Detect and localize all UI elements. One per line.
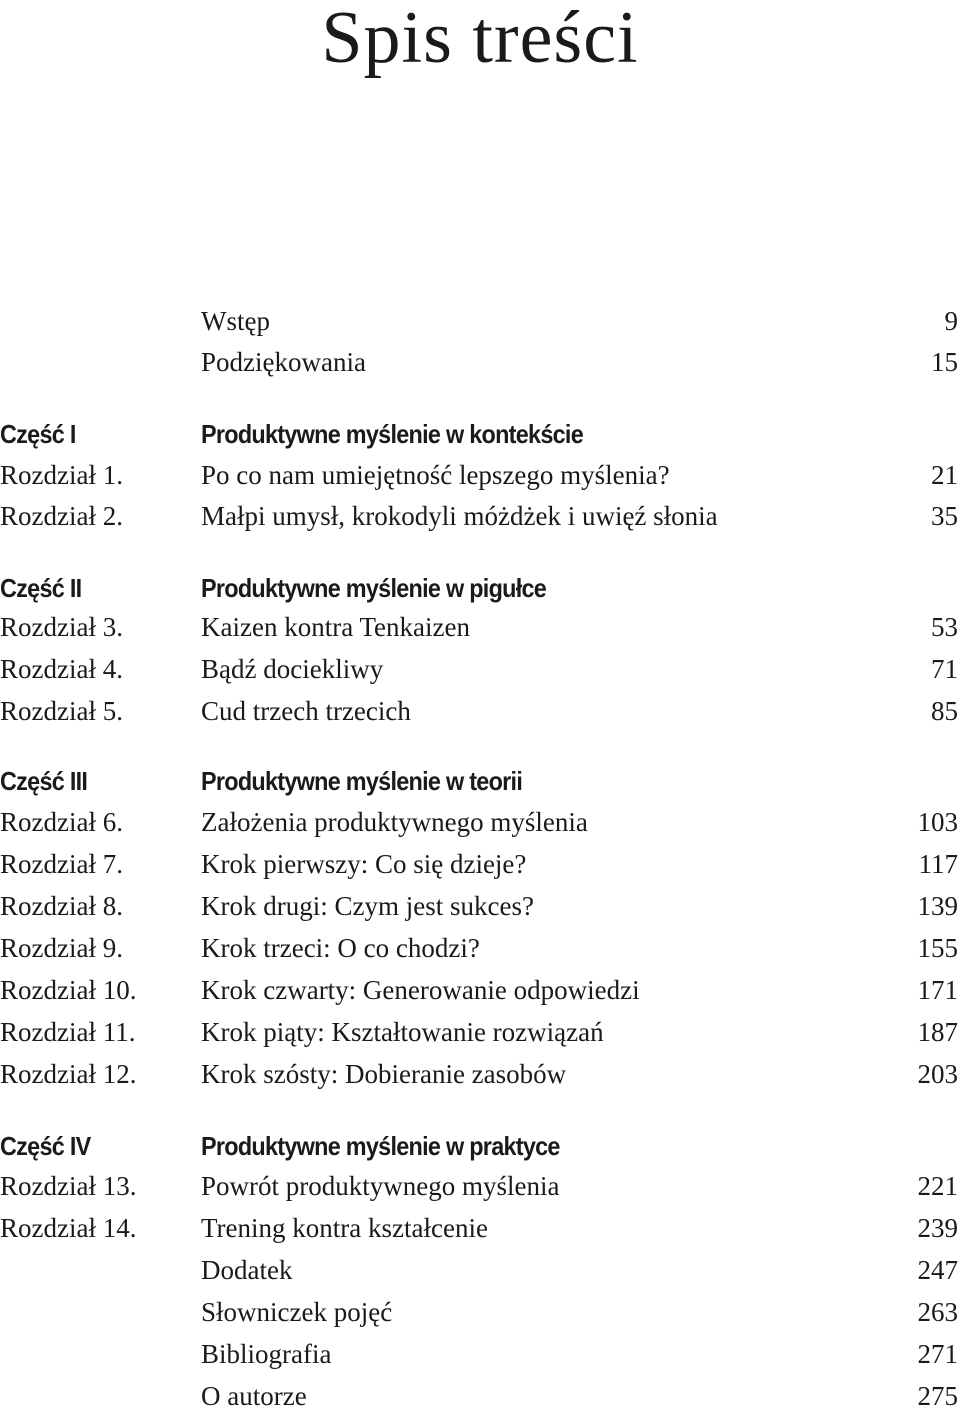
toc-entry[interactable] [0,1375,960,1417]
toc-entry[interactable] [0,454,960,496]
entry-title: Trening kontra kształcenie [201,1213,488,1243]
page-number: 15 [931,347,958,377]
entry-title: Krok drugi: Czym jest sukces? [201,891,534,921]
page-number: 247 [917,1255,958,1285]
page-number: 85 [931,696,958,726]
page-number: 203 [917,1059,958,1089]
toc-entry[interactable] [0,1165,960,1207]
entry-title: Bądź dociekliwy [201,654,384,684]
entry-title: Bibliografia [201,1339,332,1369]
chapter-label: Rozdział 3. [0,612,123,642]
page-number: 9 [944,306,958,336]
entry-title: Po co nam umiejętność lepszego myślenia? [201,460,670,490]
toc-entry[interactable] [0,843,960,885]
chapter-label: Rozdział 13. [0,1171,137,1201]
page-number: 117 [918,849,958,879]
toc-entry[interactable] [0,1291,960,1333]
entry-title: Powrót produktywnego myślenia [201,1171,560,1201]
page-number: 155 [917,933,958,963]
toc-part-heading [0,760,960,802]
entry-title: Krok piąty: Kształtowanie rozwiązań [201,1017,604,1047]
chapter-label: Rozdział 11. [0,1017,136,1047]
page-number: 171 [917,975,958,1005]
page-number: 103 [917,807,958,837]
toc-entry[interactable] [0,1011,960,1053]
toc-entry[interactable] [0,690,960,732]
page-number: 271 [917,1339,958,1369]
page-number: 35 [931,501,958,531]
part-label: Część IV [0,1131,91,1161]
toc-entry[interactable] [0,927,960,969]
toc-entry[interactable] [0,885,960,927]
chapter-label: Rozdział 7. [0,849,123,879]
chapter-label: Rozdział 1. [0,460,123,490]
page-number: 263 [917,1297,958,1327]
toc-entry[interactable] [0,969,960,1011]
part-title: Produktywne myślenie w kontekście [201,419,583,449]
toc-entry[interactable] [0,1053,960,1095]
toc-entry[interactable] [0,801,960,843]
toc-entry[interactable] [0,1207,960,1249]
toc-entry[interactable] [0,1249,960,1291]
entry-title: Podziękowania [201,347,366,377]
toc-entry[interactable] [0,300,960,342]
entry-title: Słowniczek pojęć [201,1297,393,1327]
entry-title: Krok trzeci: O co chodzi? [201,933,480,963]
page-number: 53 [931,612,958,642]
chapter-label: Rozdział 12. [0,1059,137,1089]
part-label: Część II [0,573,82,603]
chapter-label: Rozdział 8. [0,891,123,921]
entry-title: O autorze [201,1381,307,1411]
part-label: Część III [0,766,88,796]
chapter-label: Rozdział 14. [0,1213,137,1243]
part-title: Produktywne myślenie w teorii [201,766,523,796]
part-label: Część I [0,419,76,449]
toc-part-heading [0,567,960,609]
page-number: 71 [931,654,958,684]
entry-title: Krok szósty: Dobieranie zasobów [201,1059,567,1089]
entry-title: Kaizen kontra Tenkaizen [201,612,470,642]
toc-entry[interactable] [0,495,960,537]
toc-entry[interactable] [0,341,960,383]
page-title: Spis treści [321,0,639,79]
chapter-label: Rozdział 4. [0,654,123,684]
toc-part-heading [0,413,960,455]
toc-entry[interactable] [0,606,960,648]
entry-title: Założenia produktywnego myślenia [201,807,588,837]
page-number: 239 [917,1213,958,1243]
toc-entry[interactable] [0,648,960,690]
entry-title: Cud trzech trzecich [201,696,411,726]
entry-title: Małpi umysł, krokodyli móżdżek i uwięź słonia [201,501,718,531]
page-number: 139 [917,891,958,921]
chapter-label: Rozdział 10. [0,975,137,1005]
page-number: 275 [917,1381,958,1411]
toc-entry[interactable] [0,1333,960,1375]
part-title: Produktywne myślenie w praktyce [201,1131,560,1161]
page-number: 187 [917,1017,958,1047]
entry-title: Dodatek [201,1255,293,1285]
chapter-label: Rozdział 9. [0,933,123,963]
entry-title: Wstęp [201,306,270,336]
chapter-label: Rozdział 5. [0,696,123,726]
page-number: 221 [917,1171,958,1201]
page-number: 21 [931,460,958,490]
part-title: Produktywne myślenie w pigułce [201,573,547,603]
entry-title: Krok czwarty: Generowanie odpowiedzi [201,975,640,1005]
chapter-label: Rozdział 2. [0,501,123,531]
entry-title: Krok pierwszy: Co się dzieje? [201,849,527,879]
toc-part-heading [0,1125,960,1167]
chapter-label: Rozdział 6. [0,807,123,837]
